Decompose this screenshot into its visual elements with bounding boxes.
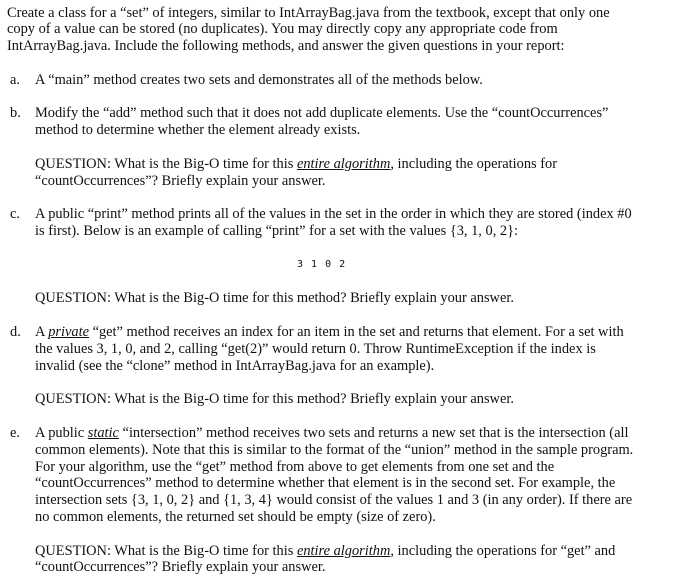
question-e: [7, 543, 679, 560]
item-text: is first). Below is an example of calling “print” for a set with the values {3, 1, 0, 2}:: [35, 223, 518, 240]
item-label: a.: [10, 71, 20, 88]
item-text: “intersection” method receives two sets and returns a new set that is the intersection (all: [118, 424, 629, 441]
question-text: “countOccurrences”? Briefly explain your answer.: [35, 559, 326, 576]
question-text: “countOccurrences”? Briefly explain your answer.: [35, 172, 326, 189]
emphasis-text: entire algorithm: [296, 155, 391, 172]
intro-line: IntArrayBag.java. Include the following methods, and answer the given questions in your report:: [7, 38, 565, 55]
item-text: A “main” method creates two sets and demonstrates all of the methods below.: [35, 71, 483, 88]
intro-line: copy of a value can be stored (no duplicates). You may directly copy any appropriate code from: [7, 21, 558, 38]
item-a: [7, 72, 679, 89]
question-c: QUESTION: What is the Big-O time for this method? Briefly explain your answer.: [35, 290, 514, 307]
item-c: [7, 206, 679, 223]
question-text: , including the operations for “get” and: [390, 542, 616, 559]
emphasis-text: static: [87, 424, 119, 441]
emphasis-text: private: [48, 324, 89, 341]
intro-line: Create a class for a “set” of integers, similar to IntArrayBag.java from the textbook, except that only one: [7, 4, 610, 21]
item-text: method to determine whether the element already exists.: [35, 122, 361, 139]
item-d: [7, 324, 679, 341]
question-text: , including the operations for: [390, 155, 557, 172]
question-b: [7, 156, 679, 173]
item-b: [7, 105, 679, 122]
item-text: invalid (see the “clone” method in IntArrayBag.java for an example).: [35, 357, 435, 374]
item-label: e.: [10, 424, 20, 441]
item-text: A: [35, 324, 49, 341]
item-text: A public: [35, 424, 88, 441]
item-text: “get” method receives an index for an item in the set and returns that element. For a set with: [88, 324, 624, 341]
question-d: QUESTION: What is the Big-O time for this method? Briefly explain your answer.: [35, 391, 514, 408]
question-text: QUESTION: What is the Big-O time for this: [35, 542, 297, 559]
item-text: Modify the “add” method such that it does not add duplicate elements. Use the “countOccurrences”: [35, 105, 609, 122]
item-text: intersection sets {3, 1, 0, 2} and {1, 3, 4} would consist of the values 1 and 3 (in any order). If there are: [35, 492, 633, 509]
item-text: For your algorithm, use the “get” method from above to get elements from one set and the: [35, 458, 555, 475]
item-text: no common elements, the returned set should be empty (size of zero).: [35, 508, 436, 525]
item-label: b.: [10, 105, 21, 122]
item-label: d.: [10, 324, 21, 341]
item-e: [7, 425, 679, 442]
emphasis-text: entire algorithm: [296, 542, 391, 559]
example-output: 3 1 0 2: [297, 258, 346, 270]
item-text: common elements). Note that this is similar to the format of the “union” method in the sample program.: [35, 441, 634, 458]
item-text: the values 3, 1, 0, and 2, calling “get(2)” would return 0. Throw RuntimeException if the index is: [35, 340, 596, 357]
item-text: “countOccurrences” method to determine whether that element is in the second set. For example, the: [35, 475, 616, 492]
item-label: c.: [10, 206, 20, 223]
question-text: QUESTION: What is the Big-O time for this: [35, 155, 297, 172]
item-text: A public “print” method prints all of the values in the set in the order in which they are stored (index #0: [35, 206, 632, 223]
